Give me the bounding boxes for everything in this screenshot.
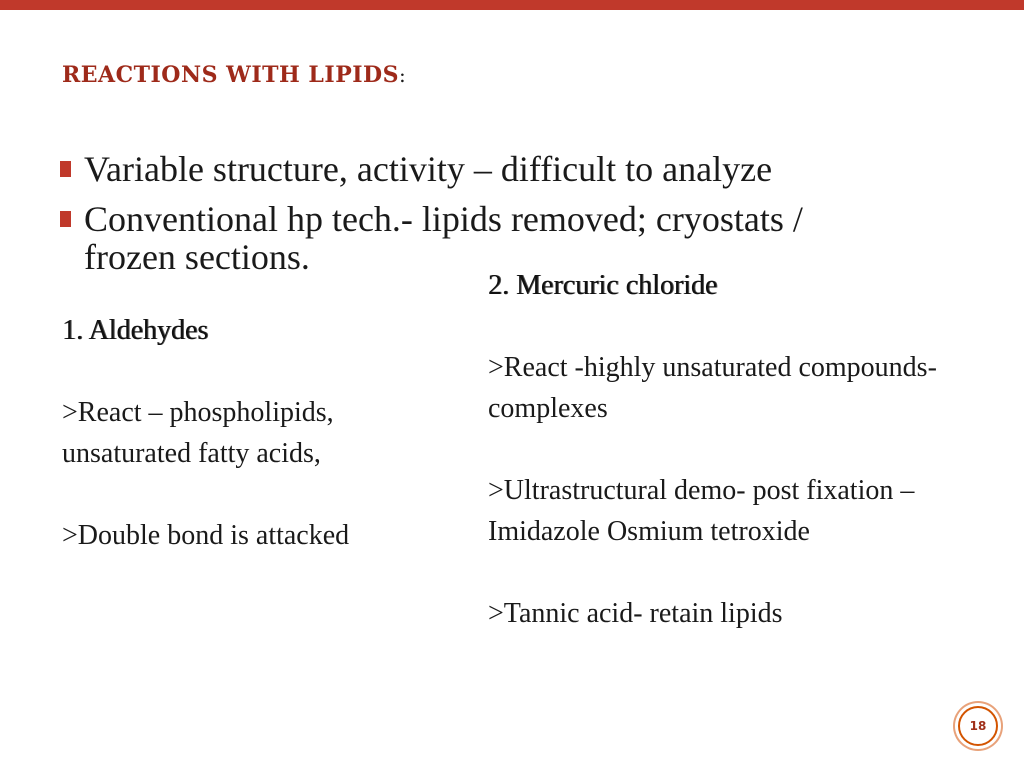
bullet-text: Variable structure, activity – difficult to analyze [84, 149, 773, 189]
spacer [62, 474, 382, 515]
page-number: 18 [969, 719, 987, 733]
right-column-paragraph: >Ultrastructural demo- post fixation – Imidazole Osmium tetroxide [488, 475, 915, 547]
slide-title-text: REACTIONS WITH LIPIDS [62, 62, 399, 88]
page-number-badge [958, 706, 998, 746]
right-column [488, 265, 968, 634]
bullet-item [60, 150, 820, 188]
slide-title-colon: : [399, 63, 407, 87]
left-column [62, 310, 382, 556]
bullet-marker-icon [60, 211, 71, 227]
right-column-heading: 2. Mercuric chloride [488, 270, 718, 301]
spacer [488, 552, 968, 593]
spacer [488, 306, 968, 347]
top-accent-bar [0, 0, 1024, 10]
bullet-text: Conventional hp tech.- lipids removed; cryostats / frozen sections. [84, 199, 803, 277]
slide-title [62, 62, 406, 88]
right-column-paragraph: >Tannic acid- retain lipids [488, 598, 783, 629]
right-column-paragraph: >React -highly unsaturated compounds- complexes [488, 352, 937, 424]
left-column-paragraph: >React – phospholipids, unsaturated fatty acids, [62, 397, 334, 469]
spacer [62, 351, 382, 392]
spacer [488, 429, 968, 470]
bullet-marker-icon [60, 161, 71, 177]
left-column-paragraph: >Double bond is attacked [62, 520, 350, 551]
left-column-heading: 1. Aldehydes [62, 315, 209, 346]
